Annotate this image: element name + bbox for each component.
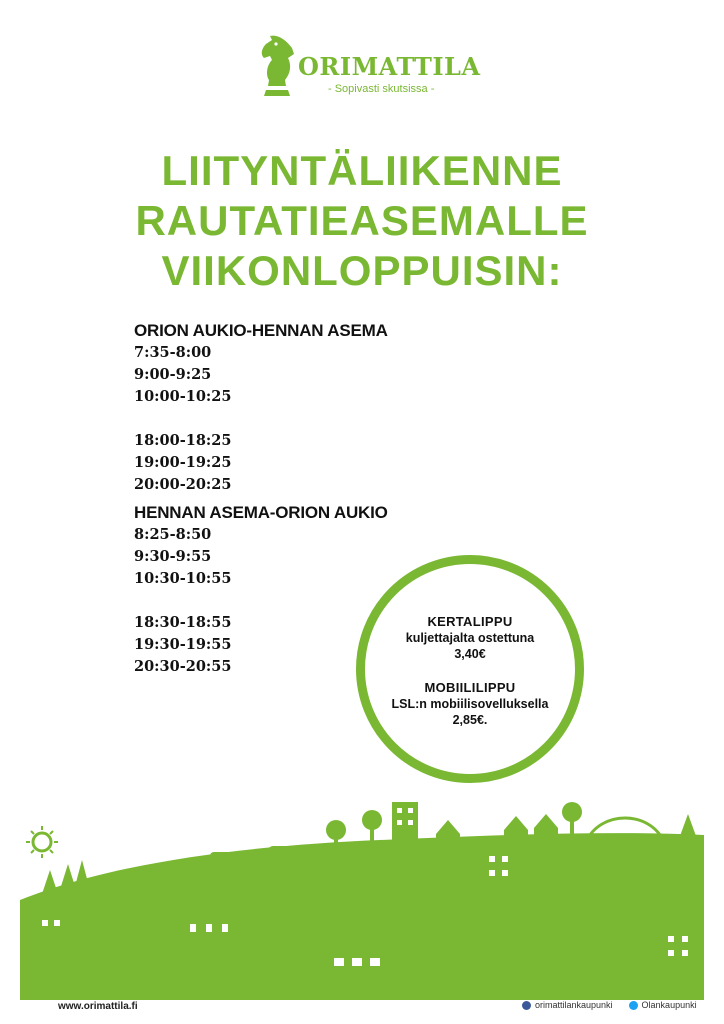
departure-time: 9:00-9:25	[134, 366, 212, 383]
website-link[interactable]: www.orimattila.fi	[58, 1001, 138, 1012]
brand-tagline: - Sopivasti skutsissa -	[328, 83, 435, 95]
mobile-ticket-label: MOBIILILIPPU	[424, 680, 516, 695]
departure-time: 18:30-18:55	[134, 614, 232, 631]
departure-time: 10:00-10:25	[134, 388, 232, 405]
route-title: HENNAN ASEMA-ORION AUKIO	[134, 503, 388, 522]
departure-time: 20:30-20:55	[134, 658, 232, 675]
orimattila-logo	[252, 30, 482, 100]
departure-time: 8:25-8:50	[134, 526, 212, 543]
departure-time: 9:30-9:55	[134, 548, 212, 565]
facebook-handle[interactable]: orimattilankaupunki	[535, 1000, 613, 1010]
single-ticket-label: KERTALIPPU	[427, 614, 513, 629]
route-hennan-to-orion	[134, 502, 388, 678]
mobile-ticket-desc: LSL:n mobiilisovelluksella	[391, 697, 549, 711]
route-orion-to-hennan	[134, 320, 388, 496]
departure-time: 10:30-10:55	[134, 570, 232, 587]
departure-time: 7:35-8:00	[134, 344, 212, 361]
departure-time: 19:00-19:25	[134, 454, 232, 471]
route-title: ORION AUKIO-HENNAN ASEMA	[134, 321, 388, 340]
brand-name: ORIMATTILA	[298, 52, 481, 81]
headline	[0, 146, 724, 296]
departure-time: 20:00-20:25	[134, 476, 232, 493]
headline-line-1: LIITYNTÄLIIKENNE	[161, 147, 563, 194]
departure-time: 19:30-19:55	[134, 636, 232, 653]
single-ticket-desc: kuljettajalta ostettuna	[405, 631, 535, 645]
ticket-price-circle	[356, 555, 584, 783]
twitter-icon	[629, 1001, 638, 1010]
single-ticket-price: 3,40€	[454, 647, 486, 661]
headline-line-2: RAUTATIEASEMALLE	[135, 197, 589, 244]
departure-time: 18:00-18:25	[134, 432, 232, 449]
town-illustration	[0, 790, 724, 1000]
headline-line-3: VIIKONLOPPUISIN:	[161, 247, 563, 294]
facebook-icon	[522, 1001, 531, 1010]
social-links	[522, 1000, 697, 1010]
mobile-ticket-price: 2,85€.	[452, 713, 488, 727]
knight-horse-icon	[252, 30, 302, 96]
twitter-handle[interactable]: Olankaupunki	[641, 1000, 697, 1010]
